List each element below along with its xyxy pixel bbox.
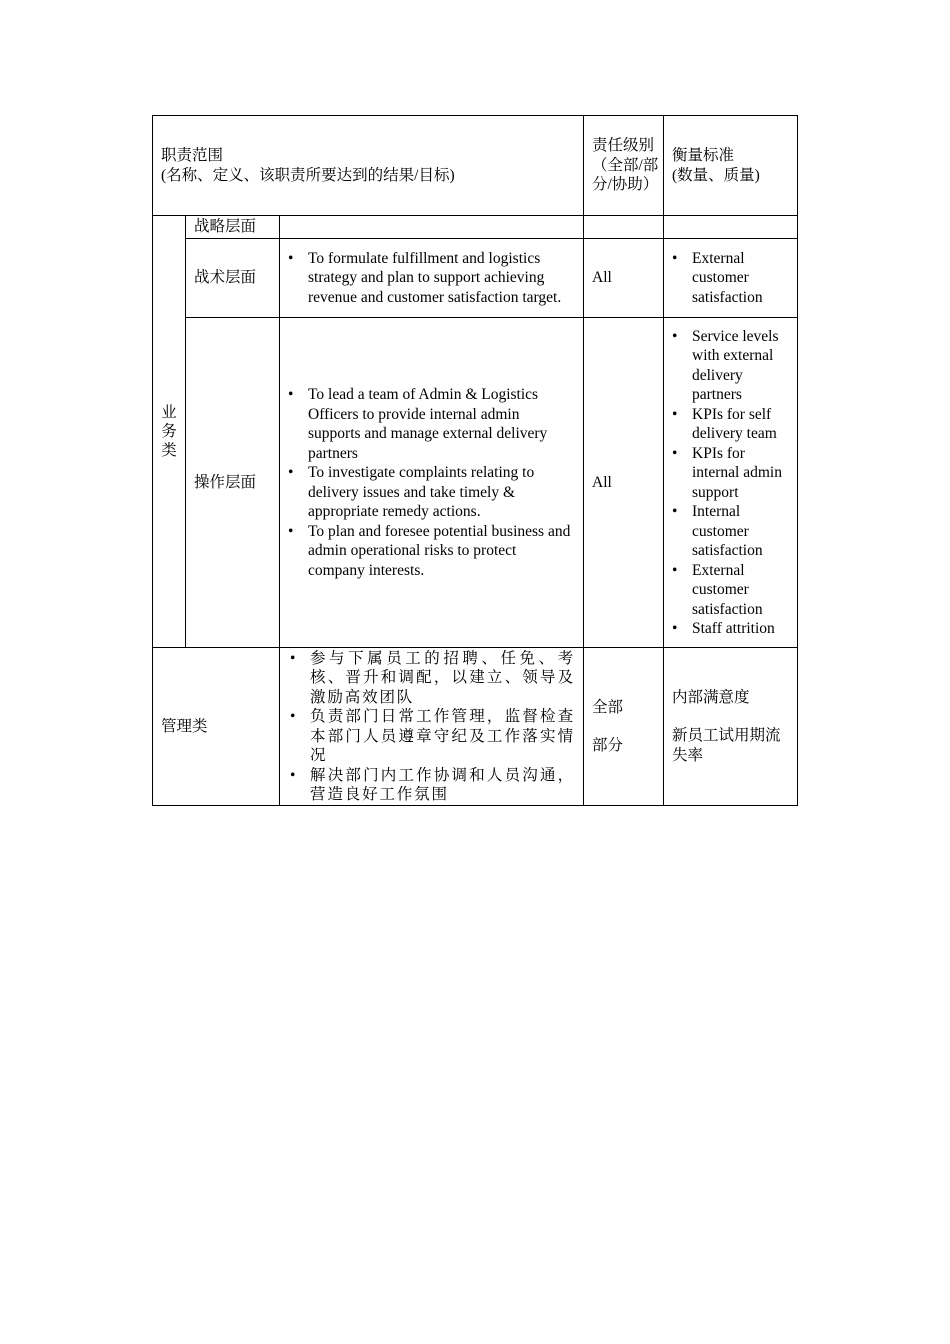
level-header-subtitle: （全部/部分/协助） (592, 156, 659, 194)
management-level-partial: 部分 (592, 737, 624, 754)
business-category-label: 业务类 (161, 404, 177, 459)
tactical-level: All (584, 239, 664, 318)
list-item: • External customer satisfaction (672, 561, 789, 620)
operational-level: All (584, 318, 664, 648)
management-category: 管理类 (153, 648, 280, 806)
operational-item-list (288, 385, 575, 580)
level-header-cell (584, 116, 664, 216)
operational-measure-list (672, 327, 789, 639)
list-item: • 负责部门日常工作管理，监督检查本部门人员遵章守纪及工作落实情况 (290, 707, 575, 766)
measure-header-subtitle: (数量、质量) (672, 166, 760, 184)
list-item: • 解决部门内工作协调和人员沟通，营造良好工作氛围 (290, 766, 575, 805)
operational-content-cell (280, 318, 584, 648)
scope-header-title: 职责范围 (161, 147, 224, 164)
list-item: • 参与下属员工的招聘、任免、考核、晋升和调配，以建立、领导及激励高效团队 (290, 649, 575, 708)
list-item: • To formulate fulfillment and logistics strategy and plan to support achieving revenue and customer satisfaction target. (288, 249, 575, 308)
tactical-label: 战术层面 (186, 239, 280, 318)
scope-header-cell (153, 116, 584, 216)
tactical-item-list (288, 249, 575, 308)
list-item: • External customer satisfaction (672, 249, 789, 308)
list-item: • Internal customer satisfaction (672, 502, 789, 561)
list-item: • To investigate complaints relating to delivery issues and take timely & appropriate remedy actions. (288, 463, 575, 522)
strategic-row (153, 216, 798, 239)
responsibility-table (152, 115, 798, 806)
management-measure-cell (664, 648, 798, 806)
list-item: • To plan and foresee potential business and admin operational risks to protect company interests. (288, 522, 575, 581)
tactical-row (153, 239, 798, 318)
header-row (153, 116, 798, 216)
list-item: • KPIs for self delivery team (672, 405, 789, 444)
tactical-measure-cell (664, 239, 798, 318)
level-header-title: 责任级别 (592, 137, 655, 155)
management-content-cell (280, 648, 584, 806)
list-item: • To lead a team of Admin & Logistics Officers to provide internal admin supports and manage external delivery partners (288, 385, 575, 463)
management-level-full: 全部 (592, 698, 624, 716)
measure-header-title: 衡量标准 (672, 147, 735, 164)
spacer (672, 707, 789, 726)
management-measure-satisfaction: 内部满意度 (672, 688, 750, 706)
spacer (592, 717, 655, 736)
operational-measure-cell (664, 318, 798, 648)
management-level-cell (584, 648, 664, 806)
management-measure-attrition: 新员工试用期流失率 (672, 727, 781, 764)
strategic-level-cell (584, 216, 664, 239)
operational-row (153, 318, 798, 648)
list-item: • KPIs for internal admin support (672, 444, 789, 503)
management-row (153, 648, 798, 806)
scope-header-subtitle: (名称、定义、该职责所要达到的结果/目标) (161, 166, 455, 184)
business-category-cell (153, 216, 186, 648)
list-item: • Service levels with external delivery partners (672, 327, 789, 405)
operational-label: 操作层面 (186, 318, 280, 648)
tactical-content-cell (280, 239, 584, 318)
strategic-measure-cell (664, 216, 798, 239)
management-item-list (290, 649, 575, 805)
tactical-measure-list (672, 249, 789, 308)
measure-header-cell (664, 116, 798, 216)
list-item: • Staff attrition (672, 619, 789, 639)
strategic-label: 战略层面 (186, 216, 280, 239)
strategic-content-cell (280, 216, 584, 239)
